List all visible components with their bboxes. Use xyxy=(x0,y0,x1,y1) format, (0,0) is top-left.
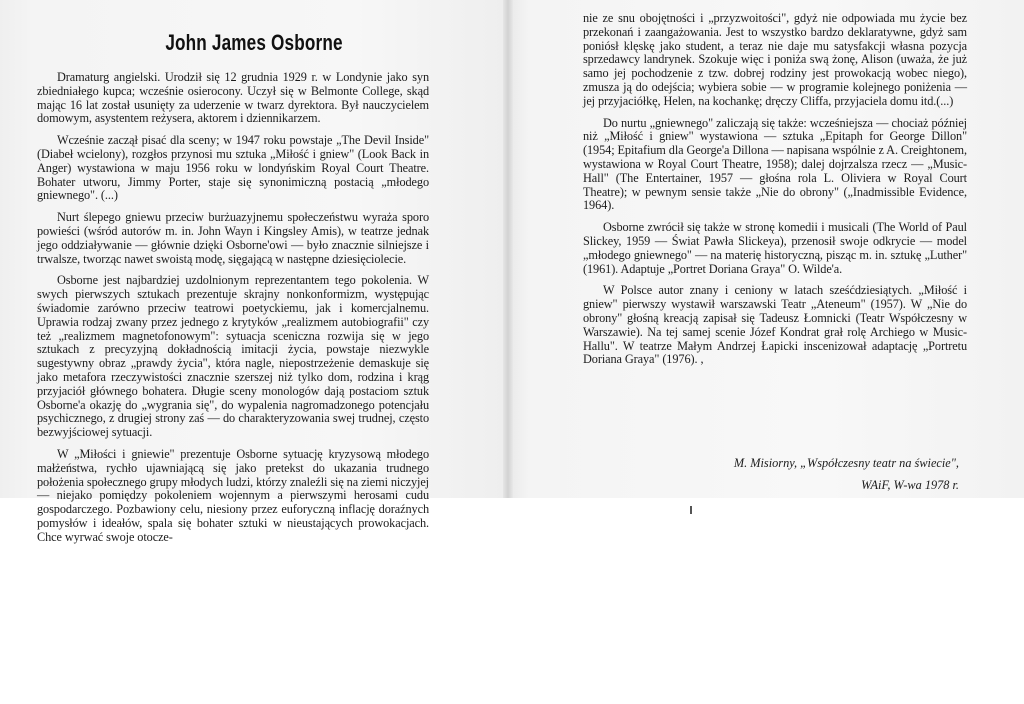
book-gutter xyxy=(503,0,513,498)
paragraph: W „Miłości i gniewie" prezentuje Osborne sytuację kryzysową młodego małżeństwa, rychło ujawniającą się jako pretekst do ukazania trudnego położenia społecznego grupy młodych ludzi, którzy znaleźli się na ziemi niczyjej — niejako pomiędzy pokoleniem wojennym a pierwszymi herosami cudu gospodarczego. Pozbawiony celu, niesiony przez euforyczną inflację doraźnych pomysłów i ideałów, spala się bohater sztuki w nieustających prowokacjach. Chce wyrwać swoje otocze- xyxy=(37,446,429,544)
citation-source: M. Misiorny, „Współczesny teatr na świecie", xyxy=(733,456,959,470)
page-title: John James Osborne xyxy=(165,30,343,55)
paragraph: Nurt ślepego gniewu przeciw burżuazyjnemu społeczeństwu wyraża sporo powieści (wśród autorów m. in. John Wayn i Kingsley Amis), w teatrze jednak jego oddziaływanie — głównie dzięki Osborne'owi — było znacznie silniejsze i trwalsze, tworząc nawet swoistą modę, sięgającą w następne dziesięciolecie. xyxy=(37,210,429,266)
citation-publisher: WAiF, W-wa 1978 r. xyxy=(861,478,959,492)
paragraph: Osborne zwrócił się także w stronę komedii i musicali (The World of Paul Slickey, 1959 — Świat Pawła Slickeya), przenosił swoje odkrycie — model „młodego gniewnego" — na materię historyczną, pisząc m. in. sztukę „Luther" (1961). Adaptuje „Portret Doriana Graya" O. Wilde'a. xyxy=(583,220,967,276)
paragraph: Osborne jest najbardziej uzdolnionym reprezentantem tego pokolenia. W swych pierwszych sztukach prezentuje skrajny nonkonformizm, występując świadomie zarówno przeciw teatrowi poetyckiemu, jak i komercjalnemu. Uprawia rodzaj zwany przez jednego z krytyków „realizmem autobiografii" czy też „realizmem magnetofonowym": sytuacja sceniczna rozwija się w jego sztukach z precyzyjną dokładnością imitacji życia, powstaje niezwykle sugestywny obraz „prawdy życia", która nagle, niepostrzeżenie demaskuje się jako metafora rzeczywistości znacznie szerszej niż tylko dom, rodzina i krąg przyjaciół głównego bohatera. Długie sceny monologów dają postaciom sztuk Osborne'a okazję do „wygrania się", do wypalenia nagromadzonego potencjału psychicznego, z drugiej strony zaś — do charakteryzowania swej trudnej, często bezwyjściowej sytuacji. xyxy=(37,273,429,440)
paragraph: Wcześnie zaczął pisać dla sceny; w 1947 roku powstaje „The Devil Inside" (Diabeł wcielony), rozgłos przynosi mu sztuka „Miłość i gniew" (Look Back in Anger) wystawiona w maju 1956 roku w londyńskim Royal Court Theatre. Bohater utworu, Jimmy Porter, staje się synonimiczną postacią „młodego gniewnego". (...) xyxy=(37,133,429,203)
left-text-column xyxy=(37,71,429,553)
stray-mark xyxy=(690,506,692,514)
paragraph: W Polsce autor znany i ceniony w latach sześćdziesiątych. „Miłość i gniew" pierwszy wystawił warszawski Teatr „Ateneum" (1957). W „Nie do obrony" głośną kreacją zapisał się Tadeusz Łomnicki (Teatr Współczesny w Warszawie). Na tej samej scenie Józef Kondrat grał rolę Archiego w Music-Hallu". W teatrze Małym Andrzej Łapicki inscenizował adaptację „Portretu Doriana Graya" (1976). , xyxy=(583,283,967,367)
right-page-bottom xyxy=(508,498,1024,704)
paragraph: Dramaturg angielski. Urodził się 12 grudnia 1929 r. w Londynie jako syn zbiedniałego kupca; wcześnie osierocony. Uczył się w Belmonte College, skąd mając 16 lat został usunięty za uderzenie w twarz dyrektora. Był nauczycielem domowym, asystentem reżysera, aktorem i dziennikarzem. xyxy=(37,70,429,126)
paragraph: Do nurtu „gniewnego" zaliczają się także: wcześniejsza — chociaż później niż „Miłość i gniew" wystawiona — sztuka „Epitaph for George Dillon" (1954; Epitafium dla George'a Dillona — napisana wspólnie z A. Creightonem, wystawiona w Royal Court Theatre, 1958); dalej dojrzalsza rzecz — „Music-Hall" (The Entertainer, 1957 — głośna rola L. Oliviera w Royal Court Theatre); w pewnym sensie także „Nie do obrony" („Inadmissible Evidence, 1964). xyxy=(583,115,967,213)
right-text-column xyxy=(583,12,967,375)
paragraph: nie ze snu obojętności i „przyzwoitości", gdyż nie odpowiada mu życie bez przekonań i zaangażowania. Jest to wszystko bardzo deklaratywne, gdyż sam poniósł klęskę jako student, a teraz nie daje mu satysfakcji własna pozycja sprzedawcy landrynek. Szokuje więc i poniża swą żonę, Alison (uważa, że już samo jej pochodzenie z tzw. dobrej rodziny jest prowokacją wobec niego), zmusza ją do odejścia; wybiera sobie — w programie kolejnego poniżenia — jej przyjaciółkę, Helen, na kochankę; dręczy Cliffa, przyjaciela domu itd.(...) xyxy=(583,11,967,108)
